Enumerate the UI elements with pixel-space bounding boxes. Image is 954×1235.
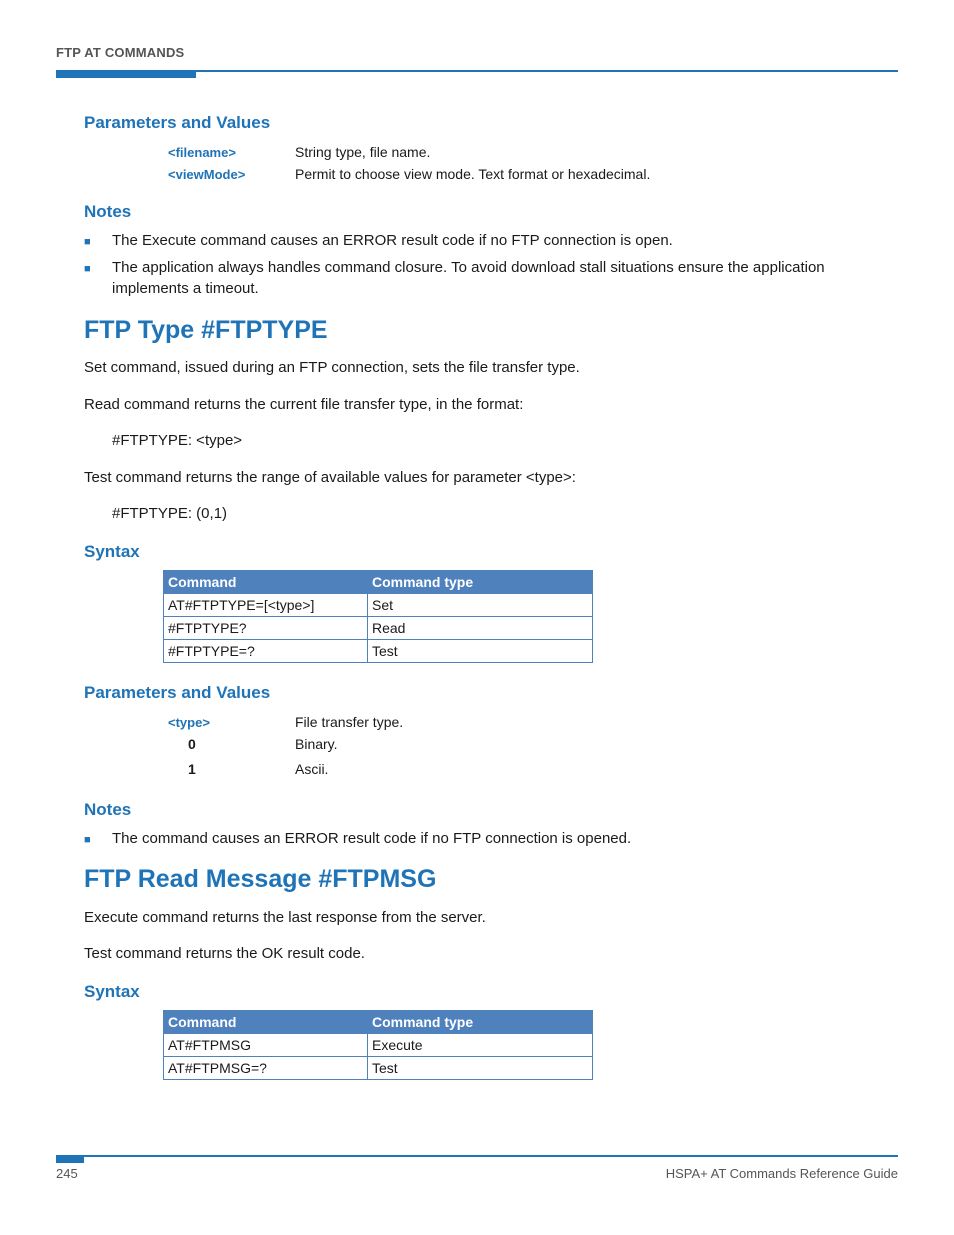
notes-heading: Notes xyxy=(84,202,132,221)
note-text: The application always handles command closure. To avoid download stall situations ensure the application implements a timeout. xyxy=(112,259,825,297)
table-cell: Read xyxy=(368,617,593,640)
table-header-row xyxy=(164,1011,593,1034)
table-row xyxy=(164,640,593,663)
syntax-table xyxy=(163,1010,593,1080)
table-cell: Execute xyxy=(368,1034,593,1057)
paragraph: Set command, issued during an FTP connection, sets the file transfer type. xyxy=(84,359,580,376)
square-bullet-icon: ■ xyxy=(84,263,91,275)
square-bullet-icon: ■ xyxy=(84,834,91,846)
syntax-heading: Syntax xyxy=(84,982,140,1001)
column-header: Command type xyxy=(368,1011,593,1034)
table-row xyxy=(164,617,593,640)
param-value: 1 xyxy=(188,761,196,777)
column-header: Command xyxy=(164,571,368,594)
syntax-table xyxy=(163,570,593,663)
note-text: The command causes an ERROR result code if no FTP connection is opened. xyxy=(112,830,632,847)
table-cell: Test xyxy=(368,640,593,663)
table-header-row xyxy=(164,571,593,594)
params-heading: Parameters and Values xyxy=(84,113,271,132)
table-cell: AT#FTPTYPE=[<type>] xyxy=(164,594,368,617)
syntax-heading: Syntax xyxy=(84,542,140,561)
header-rule-accent xyxy=(56,70,196,78)
table-row xyxy=(164,1057,593,1080)
section-title-ftpmsg: FTP Read Message #FTPMSG xyxy=(84,865,437,893)
response-format: #FTPTYPE: <type> xyxy=(112,432,243,449)
table-cell: AT#FTPMSG=? xyxy=(164,1057,368,1080)
notes-heading: Notes xyxy=(84,800,132,819)
column-header: Command type xyxy=(368,571,593,594)
response-format: #FTPTYPE: (0,1) xyxy=(112,505,228,522)
table-row xyxy=(164,1034,593,1057)
table-cell: AT#FTPMSG xyxy=(164,1034,368,1057)
table-cell: Test xyxy=(368,1057,593,1080)
param-name: <type> xyxy=(168,715,210,730)
param-value: 0 xyxy=(188,736,196,752)
running-header: FTP AT COMMANDS xyxy=(56,45,185,60)
param-name: <viewMode> xyxy=(168,167,246,182)
document-title: HSPA+ AT Commands Reference Guide xyxy=(665,1166,898,1181)
column-header: Command xyxy=(164,1011,368,1034)
param-desc: String type, file name. xyxy=(295,144,431,160)
paragraph: Read command returns the current file transfer type, in the format: xyxy=(84,396,524,413)
param-name: <filename> xyxy=(168,145,236,160)
paragraph: Test command returns the OK result code. xyxy=(84,945,365,962)
params-heading: Parameters and Values xyxy=(84,683,271,702)
param-value-desc: Binary. xyxy=(295,736,338,752)
param-value-desc: Ascii. xyxy=(295,761,329,777)
section-title-ftptype: FTP Type #FTPTYPE xyxy=(84,316,328,344)
square-bullet-icon: ■ xyxy=(84,236,91,248)
paragraph: Test command returns the range of available values for parameter <type>: xyxy=(84,469,576,486)
table-cell: #FTPTYPE=? xyxy=(164,640,368,663)
param-desc: Permit to choose view mode. Text format or hexadecimal. xyxy=(295,166,651,182)
footer-rule-accent xyxy=(56,1155,84,1163)
table-cell: Set xyxy=(368,594,593,617)
page-number: 245 xyxy=(56,1166,78,1181)
table-row xyxy=(164,594,593,617)
footer-rule xyxy=(56,1155,898,1157)
table-cell: #FTPTYPE? xyxy=(164,617,368,640)
param-desc: File transfer type. xyxy=(295,714,404,730)
paragraph: Execute command returns the last response from the server. xyxy=(84,909,486,926)
note-text: The Execute command causes an ERROR result code if no FTP connection is open. xyxy=(112,232,673,249)
